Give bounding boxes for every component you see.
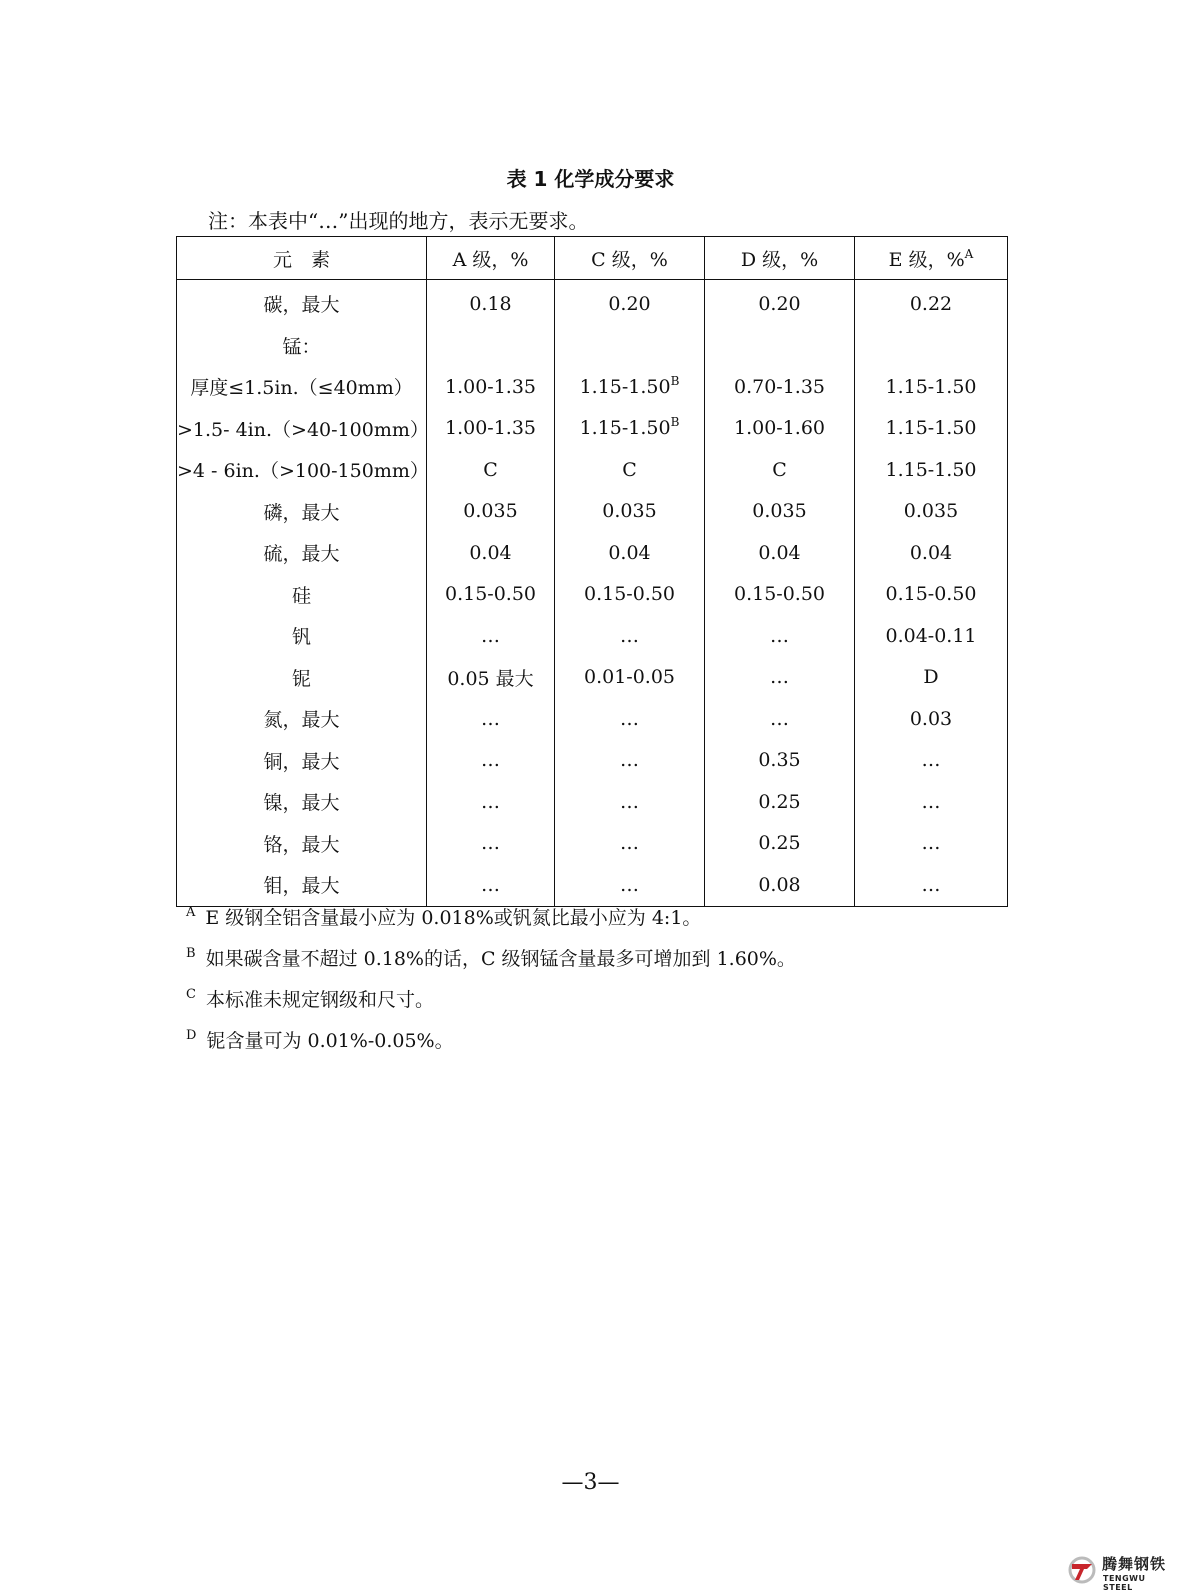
value-cell bbox=[555, 615, 705, 657]
value-cell bbox=[855, 449, 1008, 491]
footnote-mark: D bbox=[186, 1028, 197, 1043]
value-cell bbox=[555, 781, 705, 823]
element-cell: 钼，最大 bbox=[177, 864, 427, 906]
value-text: 0.03 bbox=[909, 707, 953, 730]
table-title: 表 1 化学成分要求 bbox=[506, 167, 675, 191]
value-cell bbox=[555, 366, 705, 408]
table-note: 注：本表中“…”出现的地方，表示无要求。 bbox=[208, 209, 589, 233]
value-text: 0.05 最大 bbox=[447, 667, 534, 690]
value-cell bbox=[427, 491, 555, 533]
value-text: … bbox=[620, 624, 639, 647]
value-cell bbox=[427, 408, 555, 450]
value-cell bbox=[705, 615, 855, 657]
logo-text-en: TENGWU STEEL bbox=[1103, 1574, 1146, 1592]
header-cell bbox=[555, 237, 705, 280]
value-text: C bbox=[483, 458, 498, 481]
value-text: … bbox=[921, 832, 941, 855]
value-text: … bbox=[620, 749, 639, 772]
element-cell: 厚度≤1.5in.（≤40mm） bbox=[177, 366, 427, 408]
value-cell bbox=[555, 491, 705, 533]
value-text: 0.15-0.50 bbox=[583, 583, 676, 606]
value-text: 0.15-0.50 bbox=[733, 583, 826, 606]
value-cell bbox=[855, 491, 1008, 533]
value-cell bbox=[855, 532, 1008, 574]
value-cell bbox=[427, 781, 555, 823]
value-text: 0.04 bbox=[909, 541, 953, 564]
value-text: 0.15-0.50 bbox=[885, 583, 977, 606]
value-text: 0.20 bbox=[758, 292, 801, 315]
value-text: 0.25 bbox=[758, 832, 801, 855]
value-text: … bbox=[921, 749, 941, 772]
value-cell bbox=[555, 449, 705, 491]
value-text: C bbox=[772, 458, 787, 481]
value-text: … bbox=[921, 790, 941, 813]
value-text: 0.035 bbox=[752, 500, 807, 523]
value-cell bbox=[555, 657, 705, 699]
table-row bbox=[177, 698, 1008, 740]
value-text: 0.04 bbox=[608, 541, 651, 564]
value-text: 0.08 bbox=[758, 873, 801, 896]
value-cell bbox=[555, 864, 705, 906]
table-row bbox=[177, 366, 1008, 408]
value-cell bbox=[427, 864, 555, 906]
value-cell bbox=[705, 574, 855, 616]
value-cell bbox=[427, 366, 555, 408]
header-label: A 级，% bbox=[452, 248, 529, 271]
header-row bbox=[177, 237, 1008, 280]
value-cell bbox=[555, 698, 705, 740]
footnote bbox=[186, 1026, 454, 1053]
value-text: 0.01-0.05 bbox=[583, 666, 676, 689]
value-text: 1.15-1.50 bbox=[579, 417, 671, 440]
element-cell: >4 - 6in.（>100-150mm） bbox=[177, 449, 427, 491]
chemical-composition-table bbox=[176, 236, 1008, 907]
element-cell: 氮，最大 bbox=[177, 698, 427, 740]
header-cell bbox=[855, 237, 1008, 280]
value-text: 0.20 bbox=[608, 292, 651, 315]
value-text: … bbox=[620, 707, 639, 730]
footnote bbox=[186, 944, 796, 971]
footnote-ref: B bbox=[670, 373, 680, 388]
value-cell bbox=[855, 657, 1008, 699]
table-row bbox=[177, 532, 1008, 574]
footnote-text: 本标准未规定钢级和尺寸。 bbox=[205, 989, 434, 1011]
element-cell: 铌 bbox=[177, 657, 427, 699]
footnote bbox=[186, 903, 701, 930]
table-row bbox=[177, 657, 1008, 699]
value-cell bbox=[705, 366, 855, 408]
value-text: 1.00-1.35 bbox=[444, 375, 537, 398]
header-cell bbox=[705, 237, 855, 280]
logo-text-cn: 腾舞钢铁 bbox=[1102, 1555, 1167, 1573]
value-cell bbox=[705, 740, 855, 782]
header-cell bbox=[427, 237, 555, 280]
value-cell bbox=[555, 325, 705, 367]
element-cell: 镍，最大 bbox=[177, 781, 427, 823]
element-cell: 锰： bbox=[177, 325, 427, 367]
value-text: 0.04 bbox=[758, 541, 801, 564]
value-text: 1.15-1.50 bbox=[885, 458, 977, 481]
value-text: 1.15-1.50 bbox=[885, 375, 977, 398]
footnote-text: 铌含量可为 0.01%-0.05%。 bbox=[206, 1030, 454, 1052]
value-text: 0.15-0.50 bbox=[444, 583, 537, 606]
element-cell: 钒 bbox=[177, 615, 427, 657]
value-text: 1.15-1.50 bbox=[579, 375, 671, 398]
value-text: 0.25 bbox=[758, 790, 801, 813]
header-label: 元 素 bbox=[272, 248, 330, 271]
footnote-mark: C bbox=[186, 987, 196, 1002]
value-cell bbox=[855, 408, 1008, 450]
value-text: … bbox=[481, 832, 500, 855]
value-cell bbox=[427, 532, 555, 574]
value-text: 0.035 bbox=[463, 500, 518, 523]
value-cell bbox=[555, 280, 705, 325]
value-text: … bbox=[770, 666, 789, 689]
value-text: … bbox=[481, 707, 500, 730]
table-body bbox=[177, 280, 1008, 907]
value-cell bbox=[427, 449, 555, 491]
value-text: … bbox=[770, 624, 789, 647]
table-row bbox=[177, 449, 1008, 491]
table-row bbox=[177, 781, 1008, 823]
element-cell: 碳，最大 bbox=[177, 280, 427, 325]
value-cell bbox=[427, 823, 555, 865]
value-cell bbox=[427, 657, 555, 699]
value-cell bbox=[427, 325, 555, 367]
value-text: 0.35 bbox=[758, 749, 801, 772]
value-text: … bbox=[481, 624, 500, 647]
element-cell: 铜，最大 bbox=[177, 740, 427, 782]
value-cell bbox=[855, 366, 1008, 408]
value-cell bbox=[705, 864, 855, 906]
value-text: … bbox=[921, 873, 941, 896]
value-cell bbox=[705, 823, 855, 865]
value-text: 1.00-1.35 bbox=[444, 417, 537, 440]
value-text: 0.04-0.11 bbox=[885, 624, 977, 647]
value-cell bbox=[705, 491, 855, 533]
value-text: 1.00-1.60 bbox=[733, 417, 826, 440]
table-row bbox=[177, 615, 1008, 657]
value-cell bbox=[705, 280, 855, 325]
element-cell: 磷，最大 bbox=[177, 491, 427, 533]
element-cell: >1.5- 4in.（>40-100mm） bbox=[177, 408, 427, 450]
value-cell bbox=[705, 449, 855, 491]
value-cell bbox=[427, 574, 555, 616]
footnote-ref: A bbox=[964, 246, 974, 261]
header-label: D 级，% bbox=[740, 248, 819, 271]
footnote-text: E 级钢全铝含量最小应为 0.018%或钒氮比最小应为 4:1。 bbox=[205, 907, 702, 929]
value-cell bbox=[855, 781, 1008, 823]
value-text: … bbox=[620, 832, 639, 855]
value-text: C bbox=[622, 458, 637, 481]
page-number: —3— bbox=[561, 1470, 620, 1495]
value-text: 0.18 bbox=[469, 292, 512, 315]
value-cell bbox=[427, 698, 555, 740]
footnote-ref: B bbox=[670, 415, 680, 430]
value-cell bbox=[427, 740, 555, 782]
footnote-text: 如果碳含量不超过 0.18%的话，C 级钢锰含量最多可增加到 1.60%。 bbox=[205, 948, 796, 970]
value-text: 0.04 bbox=[469, 541, 512, 564]
table-row bbox=[177, 574, 1008, 616]
element-cell: 铬，最大 bbox=[177, 823, 427, 865]
value-cell bbox=[555, 408, 705, 450]
value-cell bbox=[555, 740, 705, 782]
value-cell bbox=[855, 280, 1008, 325]
value-text: 0.22 bbox=[909, 292, 953, 315]
value-text: 0.70-1.35 bbox=[733, 375, 826, 398]
table-header bbox=[177, 237, 1008, 280]
logo-mark-icon bbox=[1066, 1555, 1098, 1585]
value-cell bbox=[555, 574, 705, 616]
header-label: E 级，% bbox=[888, 248, 965, 271]
value-cell bbox=[705, 781, 855, 823]
header-cell bbox=[177, 237, 427, 280]
element-cell: 硫，最大 bbox=[177, 532, 427, 574]
table-row bbox=[177, 740, 1008, 782]
value-cell bbox=[855, 325, 1008, 367]
value-cell bbox=[855, 698, 1008, 740]
table-row bbox=[177, 491, 1008, 533]
value-cell bbox=[855, 574, 1008, 616]
table-row bbox=[177, 408, 1008, 450]
value-cell bbox=[705, 325, 855, 367]
value-cell bbox=[855, 864, 1008, 906]
value-cell bbox=[705, 532, 855, 574]
value-cell bbox=[705, 657, 855, 699]
value-cell bbox=[555, 823, 705, 865]
value-cell bbox=[705, 408, 855, 450]
value-text: … bbox=[481, 790, 500, 813]
value-cell bbox=[555, 532, 705, 574]
table-row bbox=[177, 325, 1008, 367]
footnote-mark: B bbox=[186, 946, 196, 961]
value-text: 0.035 bbox=[602, 500, 657, 523]
value-cell bbox=[427, 280, 555, 325]
value-cell bbox=[855, 615, 1008, 657]
header-label: C 级，% bbox=[591, 248, 668, 271]
value-text: … bbox=[620, 790, 639, 813]
value-cell bbox=[855, 823, 1008, 865]
value-text: D bbox=[923, 666, 939, 689]
footnote-mark: A bbox=[186, 905, 196, 920]
value-cell bbox=[427, 615, 555, 657]
value-cell bbox=[705, 698, 855, 740]
table-row bbox=[177, 280, 1008, 325]
tengwu-logo bbox=[1066, 1553, 1176, 1592]
value-text: … bbox=[620, 873, 639, 896]
footnote bbox=[186, 985, 434, 1012]
value-text: 0.035 bbox=[903, 500, 959, 523]
value-text: … bbox=[481, 873, 500, 896]
element-cell: 硅 bbox=[177, 574, 427, 616]
table-row bbox=[177, 823, 1008, 865]
table-row bbox=[177, 864, 1008, 906]
value-cell bbox=[855, 740, 1008, 782]
value-text: … bbox=[770, 707, 789, 730]
value-text: 1.15-1.50 bbox=[885, 417, 977, 440]
value-text: … bbox=[481, 749, 500, 772]
